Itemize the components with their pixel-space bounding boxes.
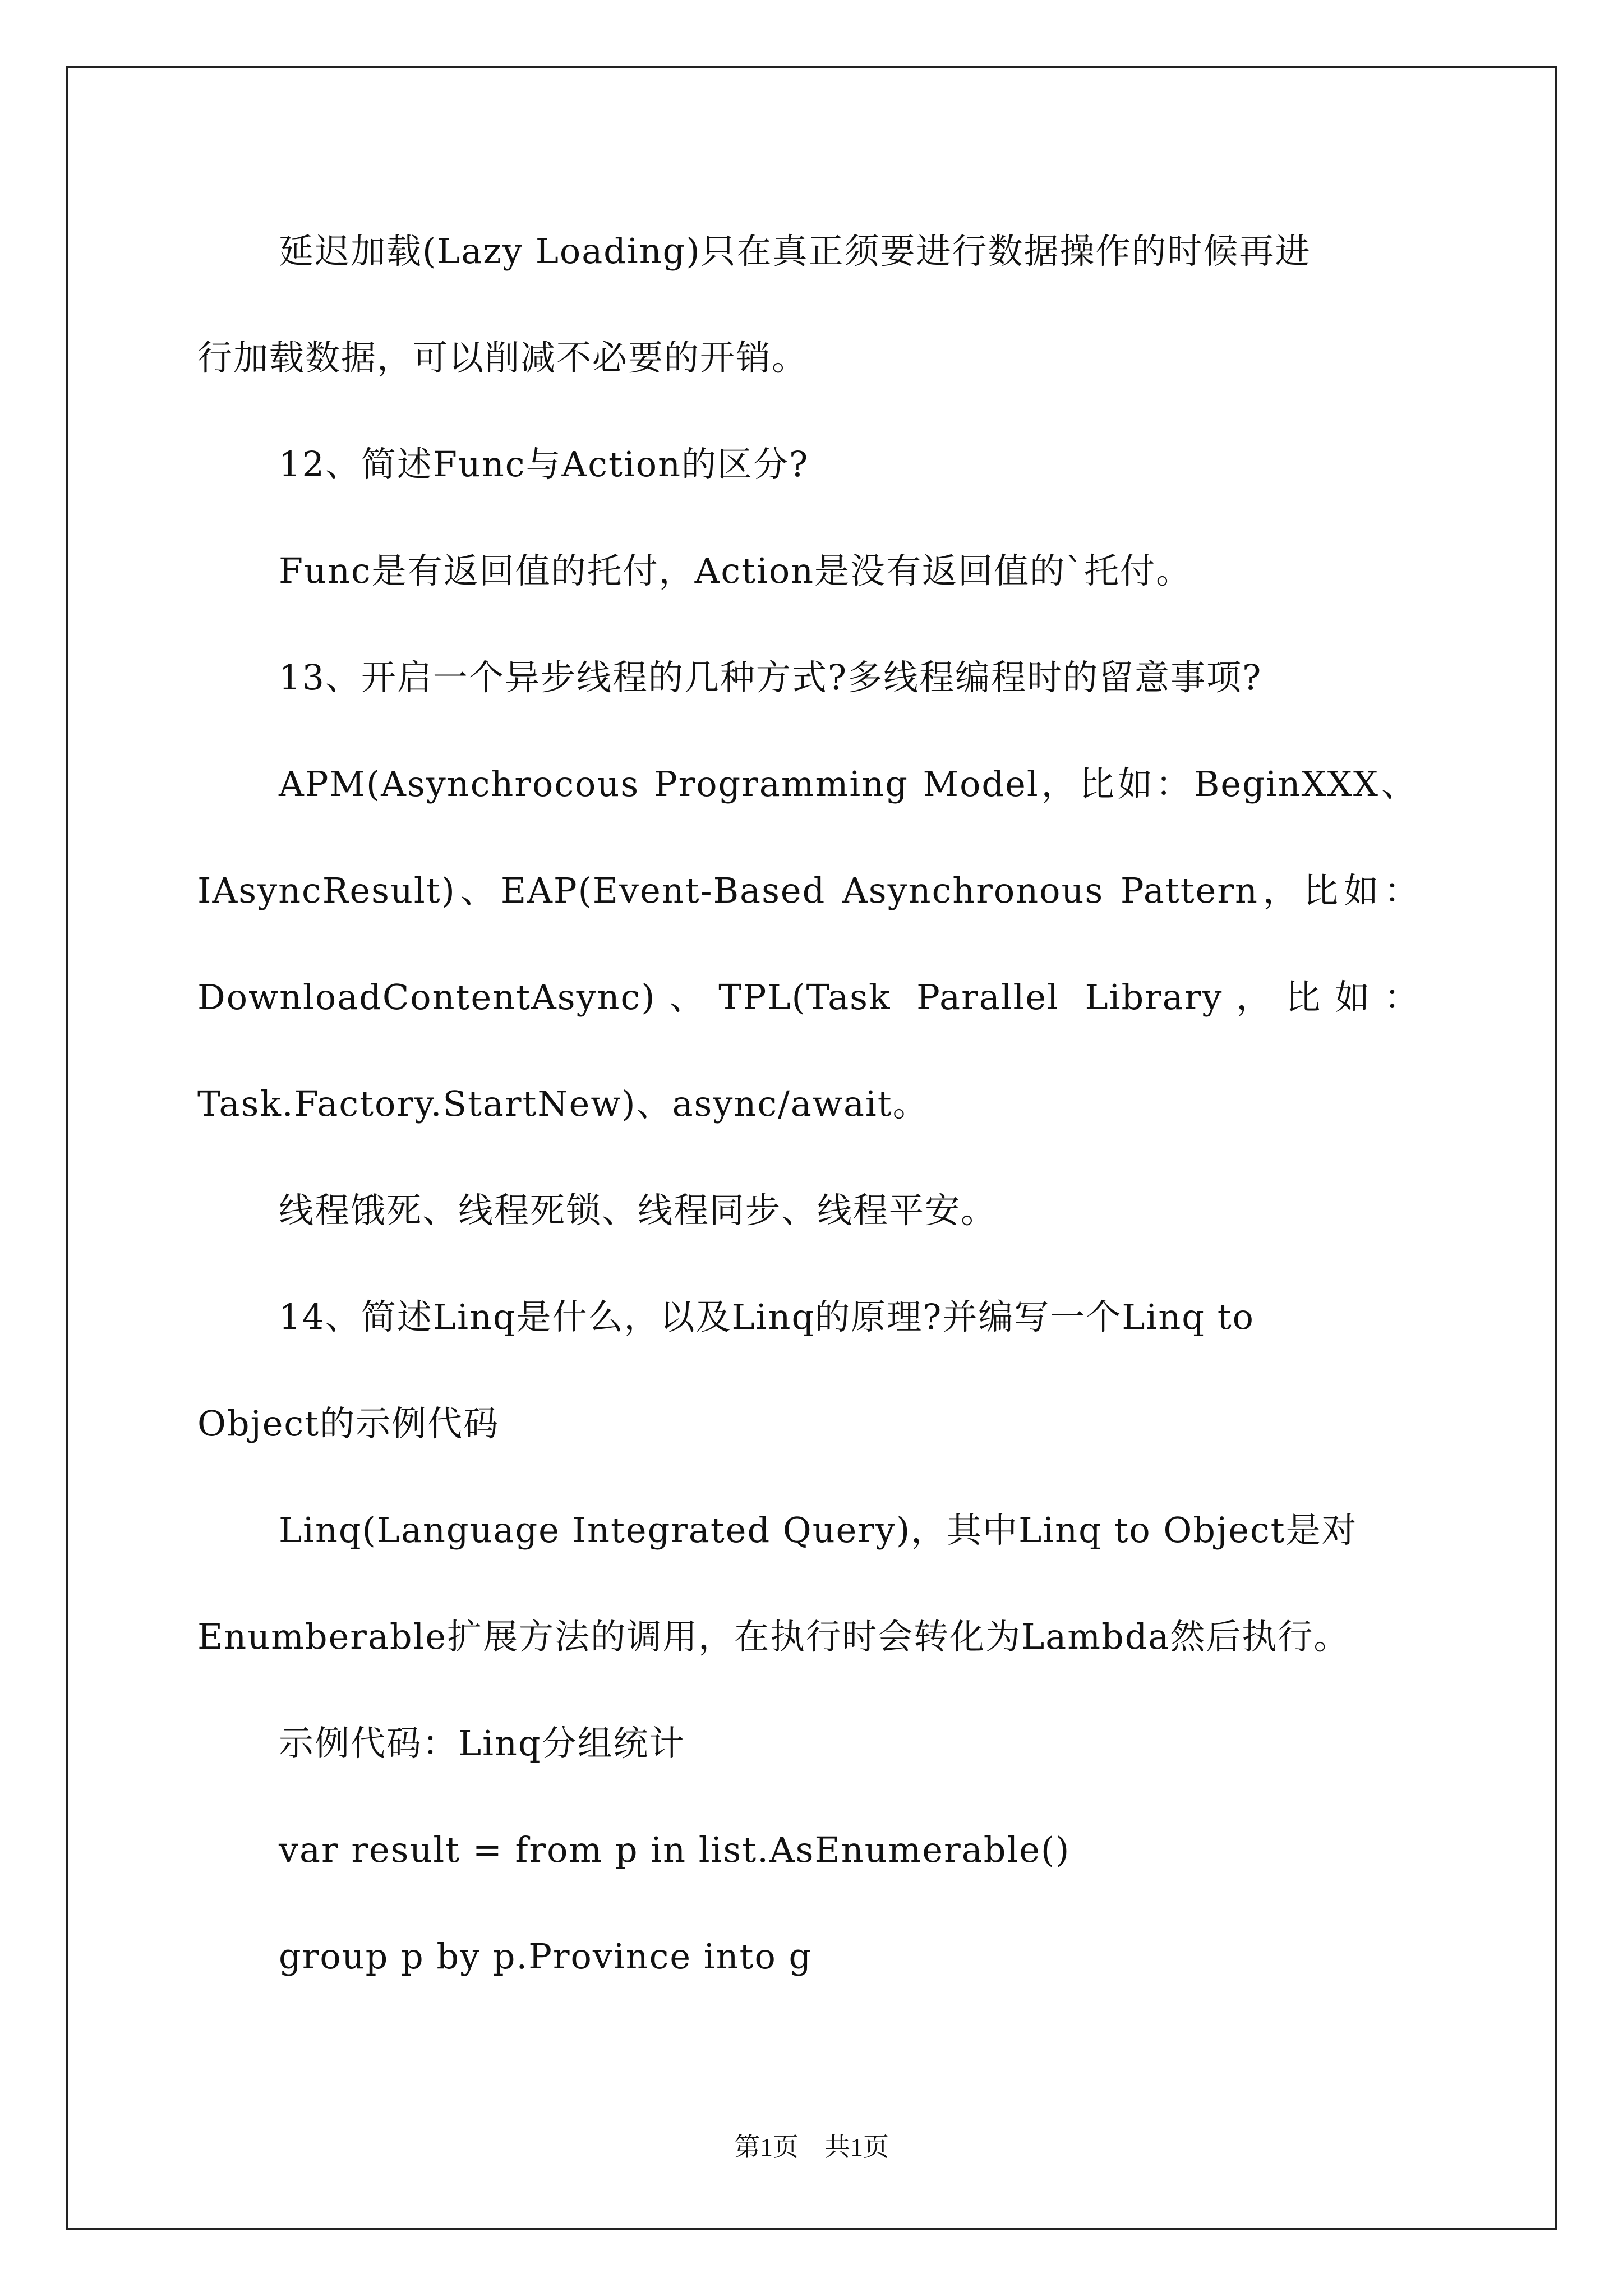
paragraph-line: Func是有返回值的托付，Action是没有返回值的`托付。 xyxy=(279,550,1192,591)
paragraph-line: APM(Asynchrocous Programming Model，比如：BeginXXX、 xyxy=(279,763,1417,804)
paragraph-line: 行加载数据，可以削减不必要的开销。 xyxy=(197,337,808,378)
paragraph-line: 线程饿死、线程死锁、线程同步、线程平安。 xyxy=(279,1190,997,1231)
question-heading: 12、简述Func与Action的区分? xyxy=(279,444,809,485)
code-line: var result = from p in list.AsEnumerable() xyxy=(279,1829,1071,1870)
paragraph-line: 示例代码：Linq分组统计 xyxy=(279,1723,685,1764)
paragraph-line: DownloadContentAsync)、TPL(Task Parallel Library，比如： xyxy=(197,977,1420,1018)
question-heading: 14、简述Linq是什么，以及Linq的原理?并编写一个Linq to xyxy=(279,1296,1255,1337)
paragraph-line: IAsyncResult)、EAP(Event-Based Asynchronous Pattern，比如： xyxy=(197,870,1420,911)
question-heading: 13、开启一个异步线程的几种方式?多线程编程时的留意事项? xyxy=(279,657,1262,698)
paragraph-line: Task.Factory.StartNew)、async/await。 xyxy=(197,1083,929,1124)
page-footer: 第1页 共1页 xyxy=(734,2133,889,2161)
question-heading-continuation: Object的示例代码 xyxy=(197,1403,500,1444)
paragraph-line: Linq(Language Integrated Query)，其中Linq to Object是对 xyxy=(279,1510,1358,1550)
code-line: group p by p.Province into g xyxy=(279,1936,813,1977)
paragraph-line: 延迟加载(Lazy Loading)只在真正须要进行数据操作的时候再进 xyxy=(279,231,1311,272)
page-border xyxy=(66,66,1557,2230)
paragraph-line: Enumberable扩展方法的调用，在执行时会转化为Lambda然后执行。 xyxy=(197,1616,1350,1657)
